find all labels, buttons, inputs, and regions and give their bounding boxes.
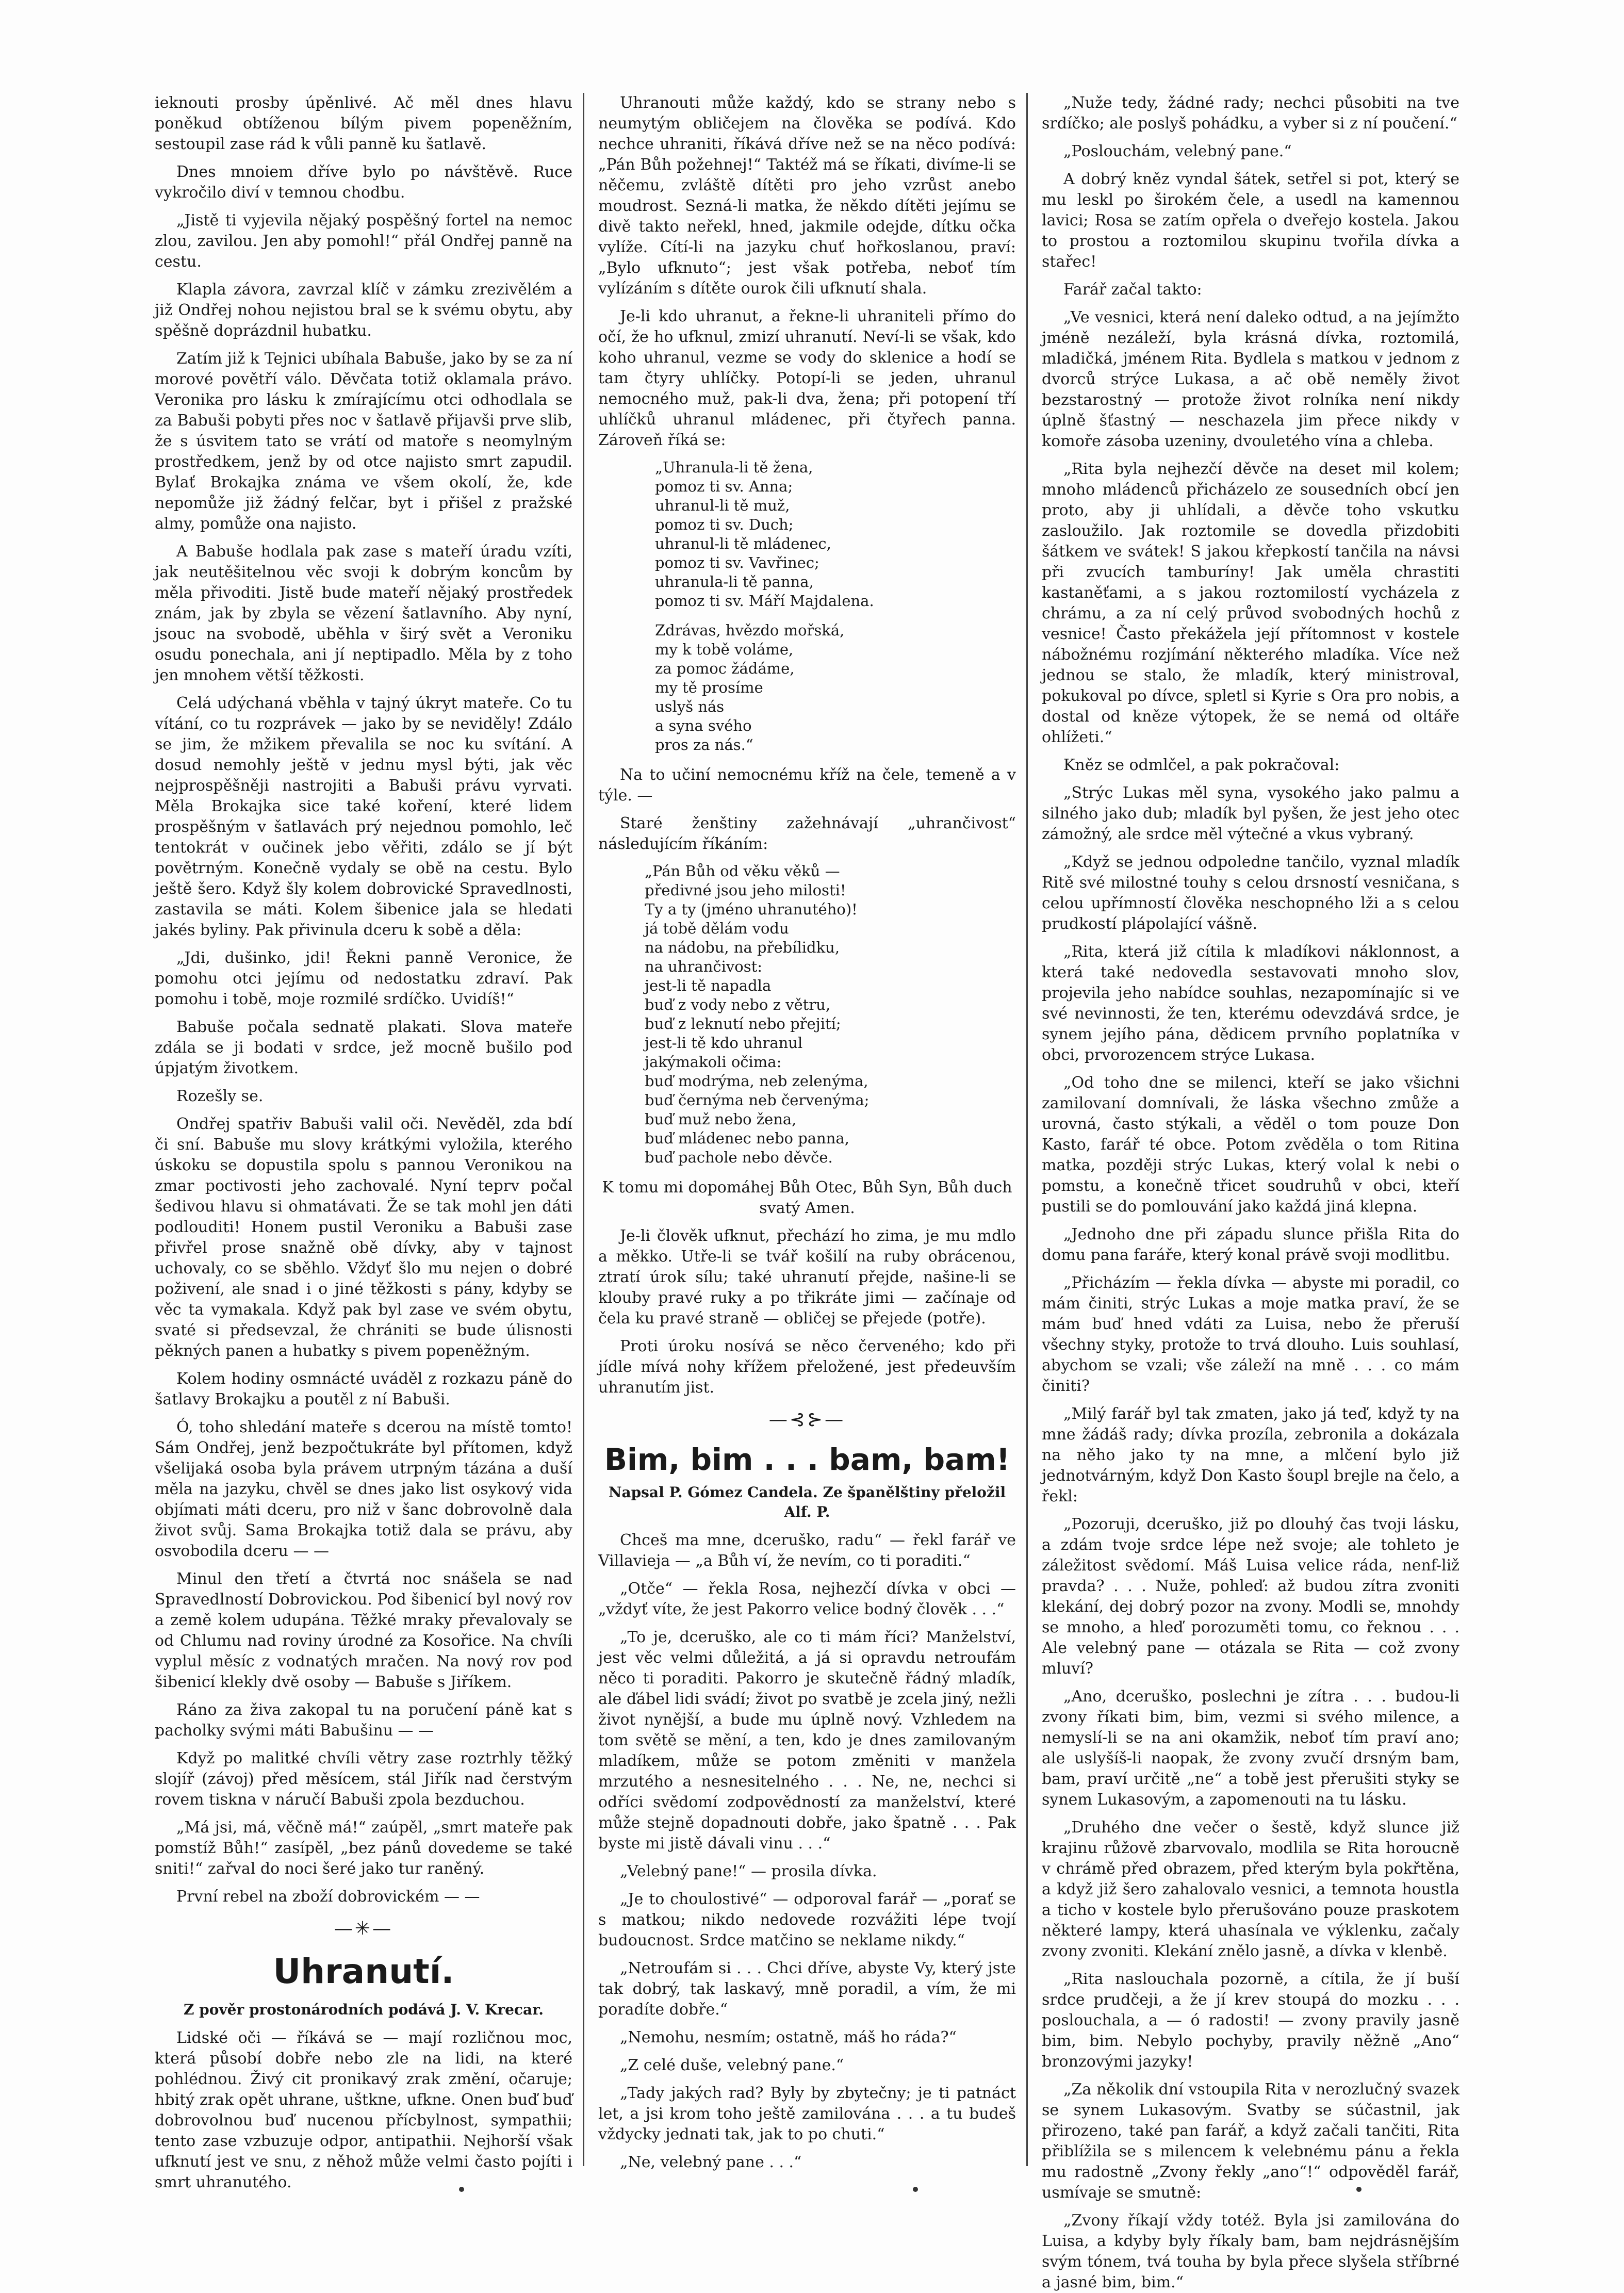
paragraph: „Když se jednou odpoledne tančilo, vyznal mladík Ritě své milostné touhy s celou drsností vesničana, s celou upřímností člověka neschopného lži a s celou prudkostí plápolající vášně. — [1042, 853, 1459, 933]
article-byline: Z pověr prostonárodních podává J. V. Krecar. — [183, 2001, 544, 2018]
verse-line: Zdrávas, hvězdo mořská, — [655, 621, 845, 639]
paragraph: „Od toho dne se milenci, kteří se jako všichni zamilovaní domnívali, že láska všechno zmůže a urovná, často stýkali, a věděl o tom pouze Don Kasto, farář té obce. Potom zvěděla o tom Ritina matka, později strýc Lukas, který volal k nebi o pomstu, a konečně třicet soudruhů v obci, kteří pustili se do pomlouvání jako každá jiná klepna. — [1042, 1074, 1459, 1216]
verse-line: jakýmakoli očima: — [645, 1053, 782, 1071]
verse-line: a syna svého — [655, 717, 752, 734]
paragraph: „Druhého dne večer o šestě, když slunce již krajinu růžově zbarvovalo, modlila se Rita horoucně v chrámě před obrazem, před kterým byla pokřtěna, a když již šero zahalovalo vesnici, a temnota houstla a ticho v kostele bylo přerušováno pouze praskotem některé lampy, která uhasínala ve výklenku, začaly zvony zvoniti. Klekání znělo jasně, a dívka v klenbě. — [1042, 1819, 1459, 1960]
verse-line: jest-li tě kdo uhranul — [645, 1034, 803, 1052]
paragraph: První rebel na zboží dobrovickém — — — [176, 1888, 480, 1906]
verse-line — [655, 611, 1016, 621]
column-2 — [598, 93, 1016, 2171]
paragraph: „Poslouchám, velebný pane.“ — [1063, 142, 1292, 160]
verse-line: buď modrýma, neb zelenýma, — [645, 1072, 868, 1090]
verse-line: buď z leknutí nebo přejití; — [645, 1015, 841, 1033]
paragraph: Lidské oči — říkává se — mají rozličnou moc, která působí dobře nebo zle na lidi, na které pohlédnou. Živý cit pronikavý zrak změní, očaruje; hbitý zrak opět uhrane, uštkne, ufkne. Onen buď buď dobrovolnou buď nucenou přícbylnost, sympathii; tento zase vzbuzuje odpor, antipathii. Nejhorší však ufknutí jest ve snu, z něhož může velmi často pojíti i smrt uhranutého. — [155, 2029, 572, 2191]
paragraph: Celá udýchaná vběhla v tajný úkryt mateře. Co tu vítání, co tu rozprávek — jako by se neviděly! Zdálo se jim, že mžikem převalila se noc ku svítání. A dosud nemohly ještě v jednu mysl býti, jak věc nejprospěšněji nastrojiti a Babuši právu vyrvati. Měla Brokajka sice také koření, které lidem prospěšným v šatlavách prý nejednou pomohlo, leč tentokrát v oučinek jebo věřiti, zdálo se jí být povětrným. Konečně vydaly se obě na cestu. Bylo ještě šero. Když šly kolem dobrovické Spravedlnosti, zastavila se máti. Kolem šibenice jala se hledati jakés byliny. Pak přivinula dceru k sobě a děla: — [155, 694, 572, 939]
paragraph: „Má jsi, má, věčně má!“ zaúpěl, „smrt mateře pak pomstíž Bůh!“ zasípěl, „bez pánů dovedeme se také sniti!“ zařval do noci šeré jako tur raněný. — [155, 1819, 572, 1878]
verse-line: pros za nás.“ — [655, 736, 753, 754]
column-3 — [1042, 93, 1459, 2291]
article-byline: Napsal P. Gómez Candela. Ze španělštiny přeložil Alf. P. — [608, 1484, 1006, 1520]
verse-line: na uhrančivost: — [645, 958, 763, 975]
section-divider: —⊰⊱— — [768, 1409, 846, 1430]
paragraph: „Rita byla nejhezčí děvče na deset mil kolem; mnoho mládenců přicházelo ze sousedních obcí jen proto, aby ji uhlídali, a děvče toho vskutku zasloužilo. Jak roztomile se dovedla přizdobiti šátkem ve svátek! S jakou křepkostí tančila na návsi při zvucích tamburíny! Jak uměla chrastiti kastaněťami, a s jakou roztomilostí vycházela z chrámu, a za ní celý průvod svobodných hochů z vesnice! Často překážela její přítomnost v kostele nábožnému rozjímání některého mladíka. Více než jednou se stalo, že mladík, který ministroval, pokukoval po dívce, spletl si Kyrie s Ora pro nobis, a dostal od kněze výtopek, že se nemá od oltáře ohlížeti.“ — [1042, 460, 1459, 746]
paragraph: „Milý farář byl tak zmaten, jako já teď, když ty na mne žádáš rady; dívka prozíla, zebronila a dokázala na něho jako ty na mne, a mlčení bylo již jednotvárným, když Don Kasto šoupl brejle na čelo, a řekl: — [1042, 1405, 1459, 1505]
paragraph: „Je to choulostivé“ — odporoval farář — „porať se s matkou; nikdo nedovede rozvážiti lépe tvojí budoucnost. Srdce matčino se neklame nikdy.“ — [598, 1890, 1016, 1950]
verse-line: buď z vody nebo z větru, — [645, 996, 831, 1013]
paragraph: Dnes mnoiem dříve bylo po návštěvě. Ruce vykročilo diví v temnou chodbu. — [155, 163, 572, 202]
paragraph: „Nemohu, nesmím; ostatně, máš ho ráda?“ — [620, 2028, 957, 2046]
verse-line: já tobě dělám vodu — [645, 920, 789, 937]
paragraph: Klapla závora, zavrzal klíč v zámku zrezivělém a již Ondřej nohou nejistou bral se k svému obytu, aby spěšně doprázdnil hubatku. — [155, 281, 572, 340]
paragraph: „Ano, dceruško, poslechni je zítra . . . budou-li zvony říkati bim, bim, vezmi si svého milence, a nemyslí-li se na ani okamžik, neboť tím praví ano; ale uslyšíš-li naopak, že zvony zvučí drsným bam, bam, praví určitě „ne“ a tobě jest přerušiti styky se synem Lukasovým, a zapomenouti na tu lásku. — [1042, 1688, 1459, 1809]
verse-line: uslyš nás — [655, 698, 725, 715]
paragraph: Rozešly se. — [176, 1087, 264, 1105]
paragraph: Babuše počala sednatě plakati. Slova mateře zdála se ji bodati v srdce, jež mocně bušilo pod úpjatým životkem. — [155, 1018, 572, 1077]
paragraph: „Otče“ — řekla Rosa, nejhezčí dívka v obci — „vždyť víte, že jest Pakorro velice bodný člověk . . .“ — [598, 1580, 1016, 1618]
paragraph: Minul den třetí a čtvrtá noc snášela se nad Spravedlností Dobrovickou. Pod šibenicí byl nový rov a země kolem udupána. Těžké mraky převalovaly se od Chlumu nad roviny úrodné za Kosořice. Na chvíli vyplul měsíc z vodnatých mračen. Na nový rov pod šibenicí klekly dvě osoby — Babuše s Jiříkem. — [155, 1570, 572, 1691]
paragraph: „Ve vesnici, která není daleko odtud, a na jejímžto jméně nezáleží, byla krásná dívka, roztomilá, mladičká, jménem Rita. Bydlela s matkou v jednom z dvorců strýce Lukasa, a ač obě neměly život bezstarostný — protože život rolníka není nikdy úplně šťastný — neschazela jim přece nikdy v komoře zásoba uzeniny, dvouletého vína a chleba. — [1042, 308, 1459, 450]
paragraph: „Jdi, dušinko, jdi! Řekni panně Veronice, že pomohu otci jejímu od nedostatku zdraví. Pak pomohu i tobě, moje rozmilé srdíčko. Uvidíš!“ — [155, 949, 572, 1008]
paragraph: „To je, dceruško, ale co ti mám říci? Manželství, jest věc velmi důležitá, a já si opravdu netroufám něco ti poraditi. Pakorro je skutečně řádný mladík, ale ďábel lidi svádí; život po svatbě je zcela jiný, nežli život nynější, a bude mu úplně nový. Vzhledem na tom světě se mění, a ten, kdo je dnes zamilovaným mladíkem, může se potom změniti v manžela mrzutého a nesnesitelného . . . Ne, ne, nechci si odříci svědomí zodpovědností za manželství, které může stejně dopadnouti dobře, jako špatně . . . Pak byste mi jistě dávali vinu . . .“ — [598, 1628, 1016, 1853]
newspaper-page — [155, 83, 1465, 2291]
article-headline: Uhranutí. — [273, 1952, 454, 1991]
paragraph: Kněz se odmlčel, a pak pokračoval: — [1063, 756, 1340, 774]
paragraph: „Strýc Lukas měl syna, vysokého jako palmu a silného jako dub; mladík byl pyšen, že jest jeho otec zámožný, ale srdce měl výtečné a vkus vybraný. — [1042, 784, 1459, 843]
paragraph: Proti úroku nosívá se něco červeného; kdo při jídle mívá nohy křížem přeložené, jest předeuvším uhranutím jist. — [598, 1337, 1016, 1397]
verse-line: buď muž nebo žena, — [645, 1110, 797, 1128]
paragraph: Staré ženštiny zažehnávají „uhrančivost“ následujícím říkáním: — [598, 814, 1016, 853]
verse-line: jest-li tě napadla — [645, 977, 772, 994]
verse-line: uhranul-li tě muž, — [655, 497, 790, 514]
paragraph: „Tady jakých rad? Byly by zbytečny; je ti patnáct let, a jsi krom toho ještě zamilována . . . a tu budeš vždycky jednati tak, jak to po chuti.“ — [598, 2084, 1016, 2143]
verse-line: pomoz ti sv. Duch; — [655, 516, 794, 533]
paragraph: „Nuže tedy, žádné rady; nechci působiti na tve srdíčko; ale poslyš pohádku, a vyber si z ní poučení.“ — [1042, 94, 1459, 133]
verse-line: pomoz ti sv. Máří Majdalena. — [655, 592, 874, 610]
verse-line: buď mládenec nebo panna, — [645, 1129, 849, 1147]
paragraph: „Netroufám si . . . Chci dříve, abyste Vy, který jste tak dobrý, tak laskavý, mně poradil, a vím, že mi poradíte dobře.“ — [598, 1959, 1016, 2019]
paragraph: Chceš ma mne, dceruško, radu“ — řekl farář ve Villavieja — „a Bůh ví, že nevím, co ti poraditi.“ — [598, 1531, 1016, 1570]
verse-line: „Pán Bůh od věku věků — — [645, 862, 840, 880]
verse-line: „Uhranula-li tě žena, — [655, 458, 813, 476]
verse-line: pomoz ti sv. Vavřinec; — [655, 554, 819, 571]
paragraph: „Z celé duše, velebný pane.“ — [620, 2056, 844, 2074]
paragraph: Farář začal takto: — [1063, 281, 1202, 299]
paragraph: „Velebný pane!“ — prosila dívka. — [620, 1862, 877, 1880]
verse-line: pomoz ti sv. Anna; — [655, 478, 793, 495]
paragraph: Ráno za živa zakopal tu na poručení páně kat s pacholky svými máti Babušinu — — — [155, 1701, 572, 1740]
paragraph: „Rita naslouchala pozorně, a cítila, že jí buší srdce prudčeji, a že jí krev stoupá do mozku . . . poslouchala, a — ó radosti! — zvony pravily jasně bim, bim. Nebylo pochyby, pravily něžně „Ano“ bronzovými jazyky! — [1042, 1970, 1459, 2071]
closing-line: K tomu mi dopomáhej Bůh Otec, Bůh Syn, Bůh duch svatý Amen. — [602, 1178, 1012, 1217]
print-mark — [913, 2187, 918, 2192]
verse-line: na nádobu, na přebílidku, — [645, 939, 840, 956]
verse-line: předivné jsou jeho milosti! — [645, 881, 846, 899]
verse-line: uhranula-li tě panna, — [655, 573, 814, 591]
print-mark — [459, 2187, 464, 2192]
verse-line: uhranul-li tě mládenec, — [655, 535, 831, 552]
section-divider: —✳— — [334, 1918, 393, 1939]
paragraph: Kolem hodiny osmnácté uváděl z rozkazu páně do šatlavy Brokajku a poutěl z ní Babuši. — [155, 1370, 572, 1408]
paragraph: Na to učiní nemocnému kříž na čele, temeně a v týle. — — [598, 766, 1016, 805]
verse-line: my k tobě voláme, — [655, 641, 794, 658]
column-1 — [155, 93, 572, 2191]
print-mark — [1356, 2187, 1361, 2192]
paragraph: Ondřej spatřiv Babuši valil oči. Nevěděl, zda bdí či sní. Babuše mu slovy krátkými vyložila, kterého úskoku se dopustila spolu s pannou Veronikou na zmar poctivosti jeho zachovalé. Nyní teprv počal šedivou hlavu si ohmatávati. Že se tak mohl jen dáti podlouditi! Honem pustil Veroniku a Babuši zase přivřel prose snažně obě dívky, aby v tajnost uchovaly, co se sběhlo. Vždyť šlo mu nejen o dobré poživení, ale snad i o jiné těžkosti s pány, kdyby se věc ta vymakala. Když pak byl zase ve svém obytu, svaté si předsevzal, že chrániti se bude úlisnosti pěkných panen a hubatky s pivem popeněžným. — [155, 1115, 572, 1360]
column-rule — [1026, 93, 1028, 2166]
paragraph: „Ne, velebný pane . . .“ — [620, 2153, 802, 2171]
paragraph: A Babuše hodlala pak zase s mateří úradu vzíti, jak neutěšitelnou věc svoji k dobrým koncům by měla přivoditi. Jistě bude mateří nějaký prostředek znám, jak by zbyla se vězení šatlavního. Aby nyní, jsouc na svobodě, uběhla v širý svět a Veroniku osudu ponechala, ani jí neptipadlo. Měla by z toho jen mnohem větší těžkosti. — [155, 543, 572, 684]
paragraph: Uhranouti může každý, kdo se strany nebo s neumytým obličejem na člověka se podívá. Kdo nechce uhraniti, říkává dříve než se na něco podívá: „Pán Bůh požehnej!“ Taktéž má se říkati, divíme-li se něčemu, zvláště dítěti pro jeho vzrůst anebo moudrost. Sezná-li matka, že někdo dítěti jejímu se divě takto neřekl, hned, jakmile odejde, dítku očka vylíže. Cítí-li na jazyku chuť hořkoslanou, praví: „Bylo ufknuto“; jest však potřeba, neboť tím vylízáním s dítěte ourok čili ufknutí shala. — [598, 94, 1016, 298]
paragraph: Je-li člověk ufknut, přechází ho zima, je mu mdlo a měkko. Utře-li se tvář košilí na ruby obrácenou, ztratí úrok sílu; také uhranutí přejde, našine-li se klouby pravé ruky a po třikráte jimi — začínaje od čela ku pravé straně — obličej se přejede (potře). — [598, 1227, 1016, 1328]
paragraph: „Jednoho dne při západu slunce přišla Rita do domu pana faráře, který konal právě svoji modlitbu. — [1042, 1225, 1459, 1264]
paragraph: „Přicházím — řekla dívka — abyste mi poradil, co mám činiti, strýc Lukas a moje matka praví, že se mám buď hned vdáti za Luisa, nebo že přeruší všechny styky, protože to trvá dlouho. Luis souhlasí, abychom se vzali; vše záleží na mně . . . co mám činiti? — [1042, 1274, 1459, 1395]
verse-line: Ty a ty (jméno uhranutého)! — [645, 900, 858, 918]
paragraph: A dobrý kněz vyndal šátek, setřel si pot, který se mu leskl po širokém čele, a usedl na kamennou lavici; Rosa se zatím opřela o dveřejo kostela. Jakou to prostou a roztomilou skupinu tvořila dívka a stařec! — [1042, 170, 1459, 271]
paragraph: „Zvony říkají vždy totéž. Byla jsi zamilována do Luisa, a kdyby byly říkaly bam, bam nejdrásnějším svým tónem, tvá touha by byla přece slyšela stříbrné a jasné bim, bim.“ — [1042, 2212, 1459, 2291]
incantation-verse — [655, 458, 1016, 755]
column-rule — [583, 93, 584, 2166]
paragraph: „Za několik dní vstoupila Rita v nerozlučný svazek se synem Lukasovým. Svatby se súčastnil, jak přirozeno, také pan farář, a když začali tančiti, Rita přiblížila se s milencem k velebnému pánu a řekla mu radostně „Zvony řekly „ano“!“ odpověděl farář, usmívaje se smutně: — [1042, 2081, 1459, 2202]
verse-line: my tě prosíme — [655, 679, 763, 696]
paragraph: Ó, toho shledání mateře s dcerou na místě tomto! Sám Ondřej, jenž bezpočtukráte byl přítomen, když všelijaká osoba byla právem utrpným tázána a duší měla na jazyku, chvěl se dnes jako list osykový vida objímati máti dceru, pro niž v šanc dobrovolně dala život svůj. Sama Brokajka totiž dala se právu, aby osvobodila dceru — — — [155, 1418, 572, 1560]
verse-line: buď pachole nebo děvče. — [645, 1149, 833, 1166]
verse-line: buď černýma neb červenýma; — [645, 1091, 870, 1109]
paragraph: „Pozoruji, dceruško, již po dlouhý čas tvoji lásku, a zdám tvoje srdce lépe než svoje; ale tohleto je záležitost svědomí. Máš Luisa velice ráda, nenf-liž pravda? . . . Nuže, pohleď: až budou zítra zvoniti klekání, dej dobrý pozor na zvony. Modli se, mnohdy se mnoho, a hleď porozuměti tomu, co řeknou . . . Ale velebný pane — otázala se Rita — což zvony mluví? — [1042, 1515, 1459, 1678]
article-headline: Bim, bim . . . bam, bam! — [604, 1442, 1010, 1477]
paragraph: Je-li kdo uhranut, a řekne-li uhraniteli přímo do očí, že ho ufknul, zmizí uhranutí. Neví-li se však, kdo koho uhranul, vezme se vody do sklenice a hodí se tam čtyry uhlíčky. Potopí-li se jeden, uhranul nemocného muž, pak-li dva, žena; při potopení tří uhlíčků uhranul mládenec, při čtyřech panna. Zároveň říká se: — [598, 307, 1016, 449]
incantation-verse — [645, 862, 1016, 1167]
paragraph: Když po malitké chvíli větry zase roztrhly těžký slojíř (závoj) před měsícem, stál Jiřík nad čerstvým rovem tiskna v náručí Babuši zpola bezduchou. — [155, 1749, 572, 1809]
verse-line: za pomoc žádáme, — [655, 660, 795, 677]
paragraph: ieknouti prosby úpěnlivé. Ač měl dnes hlavu poněkud obtíženou bílým pivem popeněžním, sestoupil zase rád k vůli panně ku šatlavě. — [155, 94, 572, 153]
paragraph: „Rita, která již cítila k mladíkovi náklonnost, a která také nedovedla sestavovati mnoho slov, projevila jeho nabídce souhlas, nezapomínajíc si ve své nevinnosti, že ten, kterému odevzdává srdce, je synem jejího pána, dědicem prvního poplatníka v obci, prvorozencem strýce Lukasa. — [1042, 943, 1459, 1064]
paragraph: Zatím již k Tejnici ubíhala Babuše, jako by se za ní morové povětří válo. Děvčata totiž oklamala právo. Veronika pro lásku k zmírajícímu otci odhodlala se za Babuši pobyti přes noc v šatlavě přijavši prve slib, že s úsvitem tato se vrátí od matoře s neomylným prostředkem, jenž by od otce najisto smrt zapudil. Bylať Brokajka známa ve všem okolí, že, kde nepomůže již žádný felčar, byt i přišel z pražské almy, pomůže ona najisto. — [155, 350, 572, 533]
paragraph: „Jistě ti vyjevila nějaký pospěšný fortel na nemoc zlou, zavilou. Jen aby pomohl!“ přál Ondřej panně na cestu. — [155, 211, 572, 271]
